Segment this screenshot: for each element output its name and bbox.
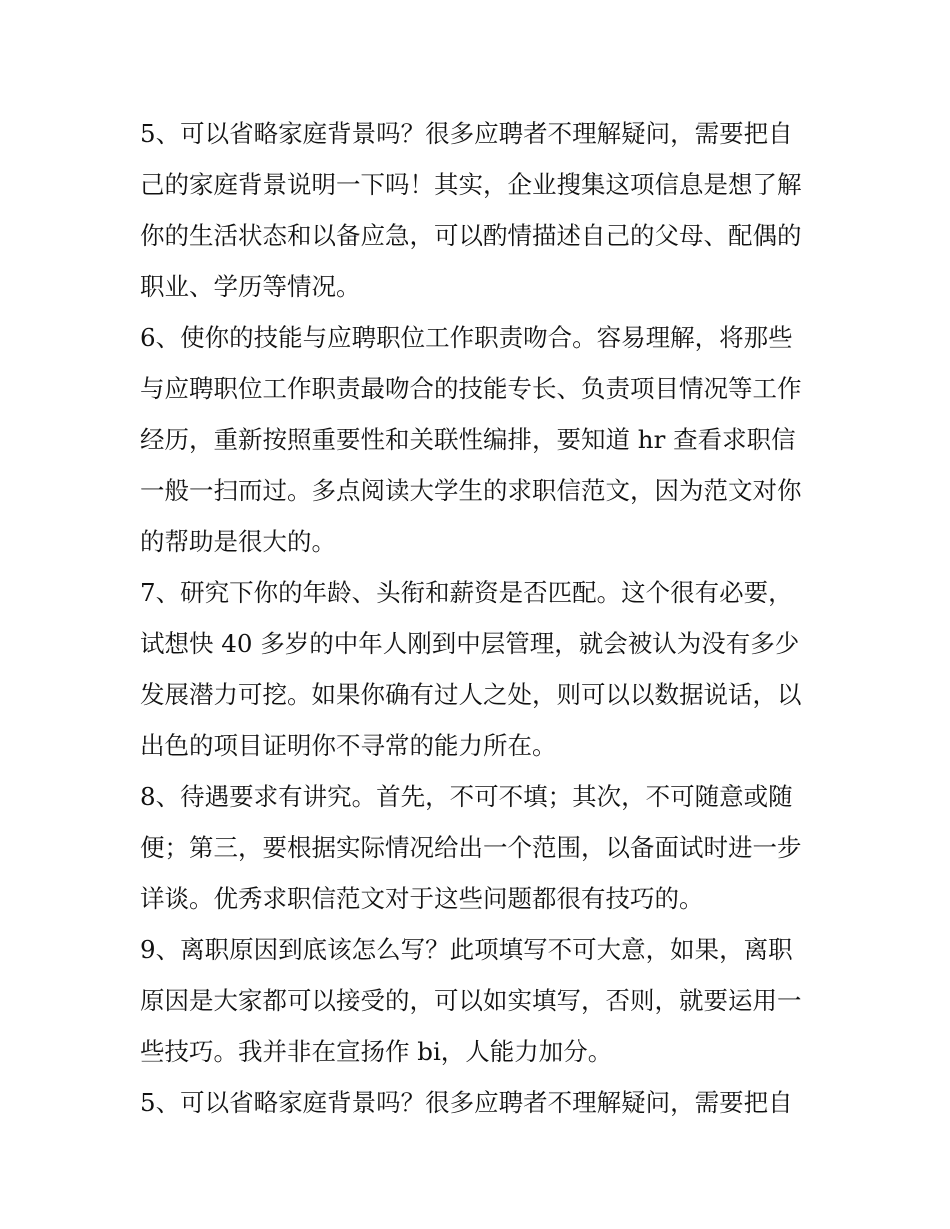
paragraph-family-background-repeat: 5、可以省略家庭背景吗？很多应聘者不理解疑问，需要把自 (140, 1088, 793, 1117)
paragraph-age-title-salary: 7、研究下你的年龄、头衔和薪资是否匹配。这个很有必要， 试想快 40 多岁的中年人刚到中层管理，就会被认为没有多少 发展潜力可挖。如果你确有过人之处，则可以以数据说话，以 出色的项目证明你不寻常的能力所在。 (140, 578, 802, 760)
paragraph-family-background: 5、可以省略家庭背景吗？很多应聘者不理解疑问，需要把自 己的家庭背景说明一下吗！其实，企业搜集这项信息是想了解 你的生活状态和以备应急，可以酌情描述自己的父母、配偶的 职业、学历等情况。 (140, 119, 802, 301)
paragraph-skills-match: 6、使你的技能与应聘职位工作职责吻合。容易理解，将那些 与应聘职位工作职责最吻合的技能专长、负责项目情况等工作 经历，重新按照重要性和关联性编排，要知道 hr 查看求职信 一般一扫而过。多点阅读大学生的求职信范文，因为范文对你 的帮助是很大的。 (140, 323, 802, 556)
paragraph-leaving-reason: 9、离职原因到底该怎么写？此项填写不可大意，如果，离职 原因是大家都可以接受的，可以如实填写，否则，就要运用一 些技巧。我并非在宣扬作 bi，人能力加分。 (140, 935, 802, 1066)
document-body (140, 108, 816, 1128)
paragraph-salary-requirements: 8、待遇要求有讲究。首先，不可不填；其次，不可随意或随 便；第三，要根据实际情况给出一个范围，以备面试时进一步 详谈。优秀求职信范文对于这些问题都很有技巧的。 (140, 782, 802, 913)
